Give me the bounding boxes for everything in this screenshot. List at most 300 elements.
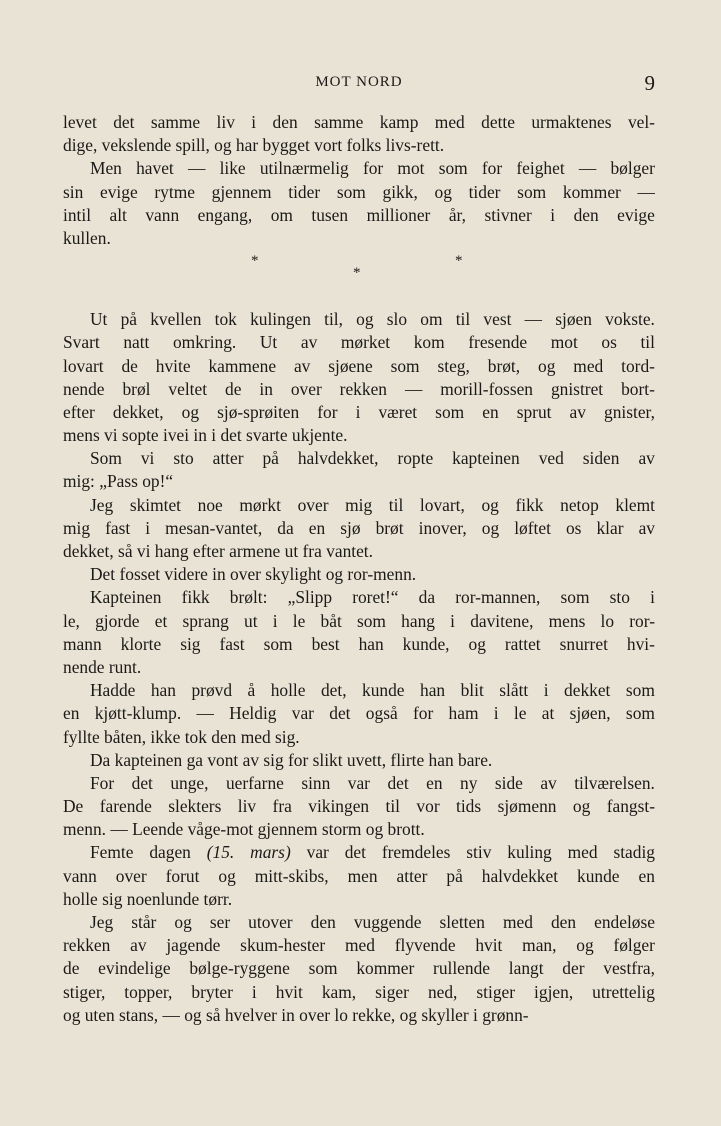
word: Svart [63, 332, 100, 353]
word: sin [63, 181, 84, 202]
word: feighet [516, 158, 565, 179]
word: vor [416, 796, 440, 817]
word: rekken [339, 378, 387, 399]
text-line [63, 494, 655, 517]
word: blit [460, 680, 484, 701]
word: i [272, 610, 278, 631]
word: av [293, 355, 311, 376]
section-break [63, 250, 655, 308]
word: — [404, 378, 423, 399]
word: roret!“ [352, 587, 399, 608]
body-text [63, 111, 655, 1027]
word: netop [560, 494, 599, 515]
word: til [385, 796, 401, 817]
word: stivner [484, 204, 532, 225]
word: ved [538, 448, 564, 469]
word: mitt-skibs, [254, 865, 329, 886]
word: år, [448, 204, 466, 225]
running-head [63, 71, 655, 95]
word: farende [99, 796, 152, 817]
text-line: dige, vekslende spill, og har bygget vort folks livs-rett. [63, 135, 445, 156]
word: vuggende [353, 912, 422, 932]
word: kunde [362, 680, 405, 701]
word: liv [237, 796, 257, 817]
word: davitene, [470, 610, 534, 631]
paragraph [63, 841, 655, 911]
word: været [378, 401, 418, 422]
word: ham [448, 703, 479, 724]
word: brøt [375, 517, 404, 538]
word: — [637, 181, 655, 202]
word: mig [345, 494, 373, 515]
word: igjen, [534, 981, 574, 1002]
word: best [311, 633, 340, 654]
word: med [344, 935, 375, 956]
word: atter [212, 448, 244, 469]
asterism-right: * [455, 253, 463, 270]
word: utover [248, 912, 293, 932]
word: stiger, [63, 981, 106, 1002]
word: på [446, 865, 463, 886]
word: Men [90, 158, 122, 179]
word: stiv [466, 842, 492, 863]
word: unge, [170, 772, 209, 793]
word: natt [123, 332, 150, 353]
text-line [63, 865, 655, 888]
word: hvit [475, 935, 503, 956]
text-line [63, 447, 655, 470]
word: kapteinen [452, 448, 520, 469]
word: for [412, 703, 434, 724]
text-line: fyllte båten, ikke tok den med sig. [63, 726, 300, 747]
word: som [560, 587, 590, 608]
word: Ut [259, 332, 278, 353]
word: kommer [562, 181, 621, 202]
word: halvdekket [481, 865, 559, 886]
word: bryter [191, 981, 233, 1002]
text-line [63, 181, 655, 204]
word: klorte [120, 633, 162, 654]
word: ror- [629, 610, 655, 631]
word: som [390, 355, 420, 376]
word: som [435, 401, 465, 422]
word: av [569, 401, 586, 422]
word: tusen [311, 204, 349, 225]
word: Hadde [90, 680, 136, 701]
word: hang [401, 610, 435, 631]
text-line: mig: „Pass op!“ [63, 471, 174, 492]
word: havet [136, 158, 174, 179]
word: sig [180, 633, 201, 654]
word: det, [320, 680, 347, 701]
word: mens [548, 610, 586, 631]
asterism-left: * [251, 253, 259, 270]
word: i [251, 112, 257, 132]
word: den [310, 912, 336, 932]
word: det [113, 112, 135, 132]
word: os [601, 332, 617, 353]
word: Ut [90, 309, 108, 330]
word: kam, [321, 981, 357, 1002]
word: av [540, 772, 557, 793]
word: sjøen [555, 309, 592, 330]
word: kammene [208, 355, 277, 376]
word: stadig [613, 842, 655, 863]
word: gjorde [95, 610, 140, 631]
text-line [63, 702, 655, 725]
word: levet [63, 112, 97, 132]
paragraph [63, 494, 655, 564]
word: evige [100, 181, 138, 202]
paragraph [63, 111, 655, 157]
word: kamp [379, 112, 419, 132]
text-line [63, 772, 655, 795]
paragraph [63, 563, 655, 586]
paragraph [63, 911, 655, 1027]
word: vi [140, 448, 155, 469]
paragraph [63, 586, 655, 679]
word: le [513, 703, 527, 724]
word: Heldig [229, 703, 277, 724]
word: følger [613, 935, 655, 956]
word: sto [173, 448, 194, 469]
text-line: kullen. [63, 227, 111, 248]
word: til [455, 309, 471, 330]
word: kvellen [150, 309, 202, 330]
word: en [63, 703, 80, 724]
paragraph [63, 447, 655, 493]
word: sjøene [328, 355, 373, 376]
word: topper, [124, 981, 173, 1002]
text-line [63, 204, 655, 227]
word: slo [386, 309, 408, 330]
asterism-center: * [353, 265, 361, 282]
word: rattet [504, 633, 541, 654]
word: og [576, 935, 594, 956]
word: det [344, 842, 366, 863]
word: ut [244, 610, 258, 631]
text-line [63, 679, 655, 702]
paragraph [63, 157, 655, 250]
word: også [365, 703, 398, 724]
word: å [247, 680, 256, 701]
word: en [426, 772, 443, 793]
word: bølge-ryggene [189, 958, 290, 979]
text-line: dekket, så vi hang efter armene ut fra vantet. [63, 541, 373, 561]
word: atter [396, 865, 428, 886]
word: side [494, 772, 523, 793]
word: liv [216, 112, 235, 132]
word: han [150, 680, 176, 701]
word: med [567, 842, 598, 863]
word: en [482, 401, 499, 422]
word: utrettelig [592, 981, 655, 1002]
word: tids [456, 796, 482, 817]
word: det [387, 772, 409, 793]
word: kunde [577, 865, 620, 886]
word: De [63, 796, 84, 817]
word: med [502, 912, 533, 932]
word: hvit [275, 981, 303, 1002]
word: mørkt [239, 494, 281, 515]
word: le [292, 610, 306, 631]
text-line [63, 957, 655, 980]
word: tider [468, 181, 501, 202]
word: engang, [197, 204, 253, 225]
word: skimtet [129, 494, 182, 515]
word: men [347, 865, 378, 886]
word: til [388, 494, 404, 515]
word: uerfarne [225, 772, 284, 793]
word: om [420, 309, 443, 330]
word: kuling [507, 842, 552, 863]
word: gnister, [604, 401, 655, 422]
word: de [121, 355, 138, 376]
word: for [317, 401, 338, 422]
word: for [481, 158, 503, 179]
word: lo [600, 610, 615, 631]
text-line [63, 911, 655, 934]
word: Jeg [90, 494, 114, 515]
text-line [63, 795, 655, 818]
word: mesan-vantet, [165, 517, 263, 538]
word: sjøen, [569, 703, 611, 724]
word: brøl [122, 378, 151, 399]
word: tilværelsen. [574, 772, 655, 793]
word: vann [63, 865, 97, 886]
word: fast [219, 633, 245, 654]
word: der [562, 958, 585, 979]
word: tok [214, 309, 237, 330]
word: sprang [182, 610, 229, 631]
word: halvdekket, [297, 448, 379, 469]
word: ror-mannen, [455, 587, 541, 608]
word: som [336, 181, 366, 202]
text-line [63, 308, 655, 331]
word: var [291, 703, 314, 724]
word: — [196, 703, 214, 724]
word: mørket [340, 332, 391, 353]
text-line [63, 841, 655, 864]
text-line [63, 331, 655, 354]
word: var [306, 842, 329, 863]
text-line [63, 111, 655, 134]
word: lovart [63, 355, 104, 376]
word: med [573, 355, 604, 376]
word: veltet [168, 378, 208, 399]
word: slått [499, 680, 529, 701]
word: den [550, 912, 577, 932]
text-line: mens vi sopte ivei in i det svarte ukjente. [63, 425, 348, 446]
word: (15. [206, 842, 235, 863]
word: da [418, 587, 436, 608]
word: morill-fossen [440, 378, 534, 399]
word: og [218, 865, 236, 886]
word: for [362, 158, 384, 179]
word: i [543, 680, 549, 701]
word: sinn [301, 772, 331, 793]
word: langt [508, 958, 544, 979]
word: For [90, 772, 115, 793]
text-line: og uten stans, — og så hvelver in over lo rekke, og skyller i grønn- [63, 1004, 529, 1025]
word: millioner [366, 204, 431, 225]
word: gnistret [550, 378, 604, 399]
word: mot [550, 332, 578, 353]
word: gikk, [382, 181, 418, 202]
word: var [347, 772, 370, 793]
word: kunde, [402, 633, 450, 654]
paragraph [63, 308, 655, 447]
word: kulingen [250, 309, 311, 330]
word: og [181, 401, 200, 422]
word: lovart, [419, 494, 465, 515]
word: fast [105, 517, 131, 538]
word: rullende [433, 958, 491, 979]
word: like [219, 158, 246, 179]
word: nende [63, 378, 105, 399]
word: tord- [621, 355, 655, 376]
word: som [625, 680, 655, 701]
paragraph [63, 772, 655, 842]
word: sto [609, 587, 630, 608]
word: os [565, 517, 582, 538]
word: efter [63, 401, 95, 422]
word: gjennem [211, 181, 272, 202]
word: på [262, 448, 279, 469]
word: utilnærmelig [259, 158, 349, 179]
word: urmaktenes [531, 112, 612, 132]
word: en [308, 517, 326, 538]
word: dagen [149, 842, 191, 863]
word: vestfra, [603, 958, 655, 979]
text-line [63, 355, 655, 378]
word: båt [320, 610, 342, 631]
word: siden [582, 448, 620, 469]
word: skum-hester [240, 935, 326, 956]
word: brølt: [229, 587, 268, 608]
word: rytme [154, 181, 195, 202]
word: de [63, 958, 80, 979]
word: Som [90, 448, 122, 469]
word: om [270, 204, 293, 225]
word: i [650, 587, 655, 608]
word: over [115, 865, 147, 886]
word: over [290, 378, 322, 399]
word: den [573, 204, 599, 225]
word: i [355, 401, 361, 422]
word: kom [413, 332, 445, 353]
word: fangst- [606, 796, 655, 817]
word: fikk [515, 494, 544, 515]
word: Femte [90, 842, 134, 863]
word: fikk [181, 587, 210, 608]
word: vokste. [605, 309, 655, 330]
word: det [131, 772, 153, 793]
text-line: nende runt. [63, 656, 142, 677]
word: alt [109, 204, 127, 225]
word: klemt [615, 494, 655, 515]
word: et [154, 610, 168, 631]
word: av [130, 935, 147, 956]
word: fresende [468, 332, 528, 353]
word: han [420, 680, 446, 701]
page-number: 9 [644, 71, 655, 95]
word: hvite [155, 355, 191, 376]
word: og [481, 494, 499, 515]
word: stiger [476, 981, 516, 1002]
word: kommer [356, 958, 415, 979]
text-line: holle sig noenlunde tørr. [63, 888, 233, 909]
word: fremdeles [381, 842, 451, 863]
text-line [63, 981, 655, 1004]
word: Kapteinen [90, 587, 162, 608]
paragraph [63, 679, 655, 749]
word: samme [150, 112, 201, 132]
word: — [187, 158, 206, 179]
word: dekket [564, 680, 611, 701]
word: sjø [340, 517, 361, 538]
word: vest [483, 309, 512, 330]
text-line [63, 378, 655, 401]
word: ny [460, 772, 478, 793]
word: man, [522, 935, 557, 956]
word: in [259, 378, 273, 399]
word: og [538, 355, 556, 376]
word: løftet [514, 517, 551, 538]
word: at [541, 703, 555, 724]
text-line: Det fosset videre in over skylight og ror-menn. [90, 564, 417, 585]
word: vann [145, 204, 180, 225]
running-title: MOT NORD [315, 74, 403, 90]
word: bort- [621, 378, 655, 399]
word: ser [209, 912, 231, 932]
word: slekters [168, 796, 222, 817]
word: intil [63, 204, 92, 225]
word: hvi- [626, 633, 655, 654]
word: ropte [397, 448, 434, 469]
word: Jeg [90, 912, 114, 932]
word: samme [314, 112, 364, 132]
paragraph [63, 749, 655, 772]
word: kjøtt-klump. [94, 703, 182, 724]
word: „Slipp [287, 587, 333, 608]
word: står [131, 912, 157, 932]
word: flyvende [394, 935, 456, 956]
word: og [434, 181, 452, 202]
word: le, [63, 610, 80, 631]
text-line [63, 401, 655, 424]
word: prøvd [191, 680, 233, 701]
word: snurret [559, 633, 608, 654]
word: noe [197, 494, 223, 515]
word: med [434, 112, 465, 132]
word: og [468, 633, 486, 654]
word: i [550, 204, 556, 225]
word: inover, [418, 517, 467, 538]
text-line [63, 934, 655, 957]
word: en [638, 865, 655, 886]
word: som [438, 158, 468, 179]
text-line [63, 633, 655, 656]
word: i [251, 981, 257, 1002]
word: av [300, 332, 318, 353]
word: tider [288, 181, 321, 202]
word: av [638, 517, 655, 538]
word: klar [596, 517, 624, 538]
word: forut [165, 865, 200, 886]
text-line [63, 157, 655, 180]
word: ned, [427, 981, 458, 1002]
